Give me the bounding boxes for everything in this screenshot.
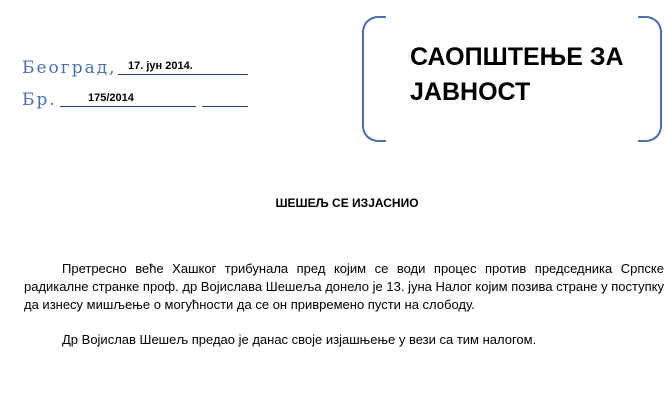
title-line-1: САОПШТЕЊЕ ЗА (410, 43, 624, 71)
frame-corner (638, 118, 662, 142)
number-value: 175/2014 (88, 92, 134, 104)
frame-side (362, 38, 364, 120)
date-value: 17. јун 2014. (128, 60, 193, 72)
frame-side (660, 38, 662, 120)
frame-corner (362, 118, 386, 142)
frame-corner (362, 16, 386, 40)
number-label: Бр. (22, 90, 57, 110)
headline: ШЕШЕЉ СЕ ИЗЈАСНИО (275, 196, 419, 210)
body-paragraph: Претресно веће Хашког трибунала пред којим се води процес против председника Српске радикалне странке проф. др Војислава Шешеља донело је 13. јуна Налог којим позива стране у поступку да изнесу мишљење о могућности да се он привремено пусти на слободу. (24, 261, 664, 312)
title-line-2: ЈАВНОСТ (410, 78, 531, 106)
body-paragraph: Др Војислав Шешељ предао је данас своје изјашњење у вези са тим налогом. (62, 332, 537, 347)
date-field (118, 60, 248, 75)
frame-corner (638, 16, 662, 40)
city-label: Београд, (22, 58, 117, 78)
announcement-title (410, 40, 630, 110)
number-extra-line (202, 92, 248, 107)
number-field (60, 92, 196, 107)
